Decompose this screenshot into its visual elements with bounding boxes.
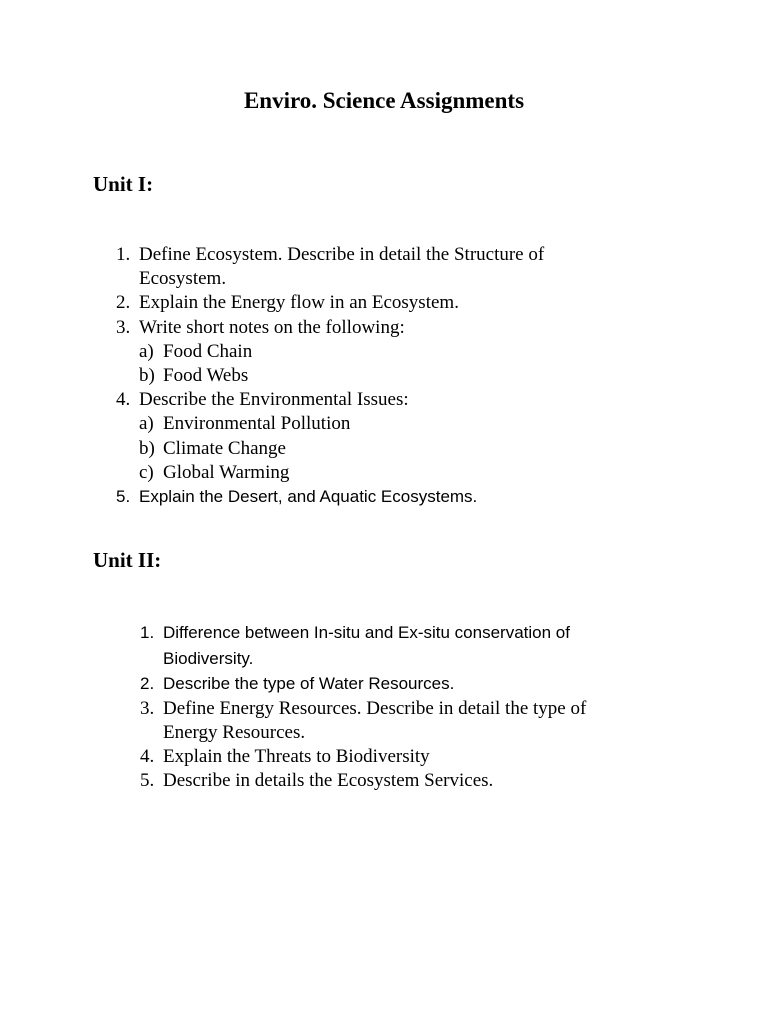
list-item — [140, 671, 586, 697]
item-text: Define Energy Resources. Describe in detail the type of — [163, 697, 587, 719]
sub-item — [139, 461, 544, 485]
list-item — [116, 388, 544, 485]
item-text: Explain the Threats to Biodiversity — [163, 745, 430, 767]
item-number: 5. — [116, 487, 131, 507]
item-number: 3. — [140, 697, 155, 719]
sub-item-text: Food Webs — [163, 365, 249, 387]
item-number: 2. — [140, 674, 155, 693]
item-text: Difference between In-situ and Ex-situ conservation of — [163, 623, 570, 642]
sub-item — [139, 437, 544, 461]
document-title: Enviro. Science Assignments — [243, 88, 525, 113]
list-item — [116, 316, 544, 389]
sub-item-letter: a) — [139, 413, 154, 435]
list-item — [116, 243, 545, 291]
item-text: Explain the Desert, and Aquatic Ecosystems. — [139, 487, 478, 507]
unit-2-heading: Unit II: — [93, 548, 162, 572]
item-text-continued: Biodiversity. — [163, 648, 254, 668]
item-number: 4. — [140, 745, 155, 767]
list-item — [140, 697, 587, 745]
sub-item-letter: b) — [139, 437, 155, 459]
item-number: 5. — [140, 770, 155, 792]
unit-2-question-list — [140, 620, 587, 793]
sub-item — [139, 412, 544, 436]
item-text: Explain the Energy flow in an Ecosystem. — [139, 292, 459, 314]
sub-item-text: Food Chain — [163, 340, 253, 362]
item-text: Write short notes on the following: — [139, 316, 405, 338]
item-text-continued: Energy Resources. — [163, 721, 306, 743]
item-text: Define Ecosystem. Describe in detail the Structure of — [139, 244, 545, 265]
sub-item-text: Climate Change — [163, 437, 286, 459]
item-number: 3. — [116, 316, 131, 338]
list-item — [116, 485, 544, 509]
sub-item — [139, 340, 544, 364]
item-text-continued: Ecosystem. — [139, 268, 227, 290]
list-item — [140, 745, 586, 769]
sub-item-text: Global Warming — [163, 461, 290, 483]
item-number: 4. — [116, 389, 131, 411]
unit-1-question-list — [116, 243, 545, 509]
item-text: Describe in details the Ecosystem Services. — [163, 770, 494, 792]
item-number: 1. — [116, 244, 131, 265]
list-item — [116, 291, 544, 315]
item-text: Describe the type of Water Resources. — [163, 674, 455, 693]
unit-1-heading: Unit I: — [93, 172, 154, 196]
sub-item-letter: a) — [139, 340, 154, 362]
list-item — [140, 769, 586, 793]
sub-item-letter: c) — [139, 461, 154, 483]
item-text: Describe the Environmental Issues: — [139, 389, 409, 411]
list-item — [140, 620, 586, 671]
sub-item-text: Environmental Pollution — [163, 413, 351, 435]
sub-item-letter: b) — [139, 365, 155, 387]
item-number: 2. — [116, 292, 131, 314]
sub-item — [139, 364, 544, 388]
item-number: 1. — [140, 623, 155, 642]
